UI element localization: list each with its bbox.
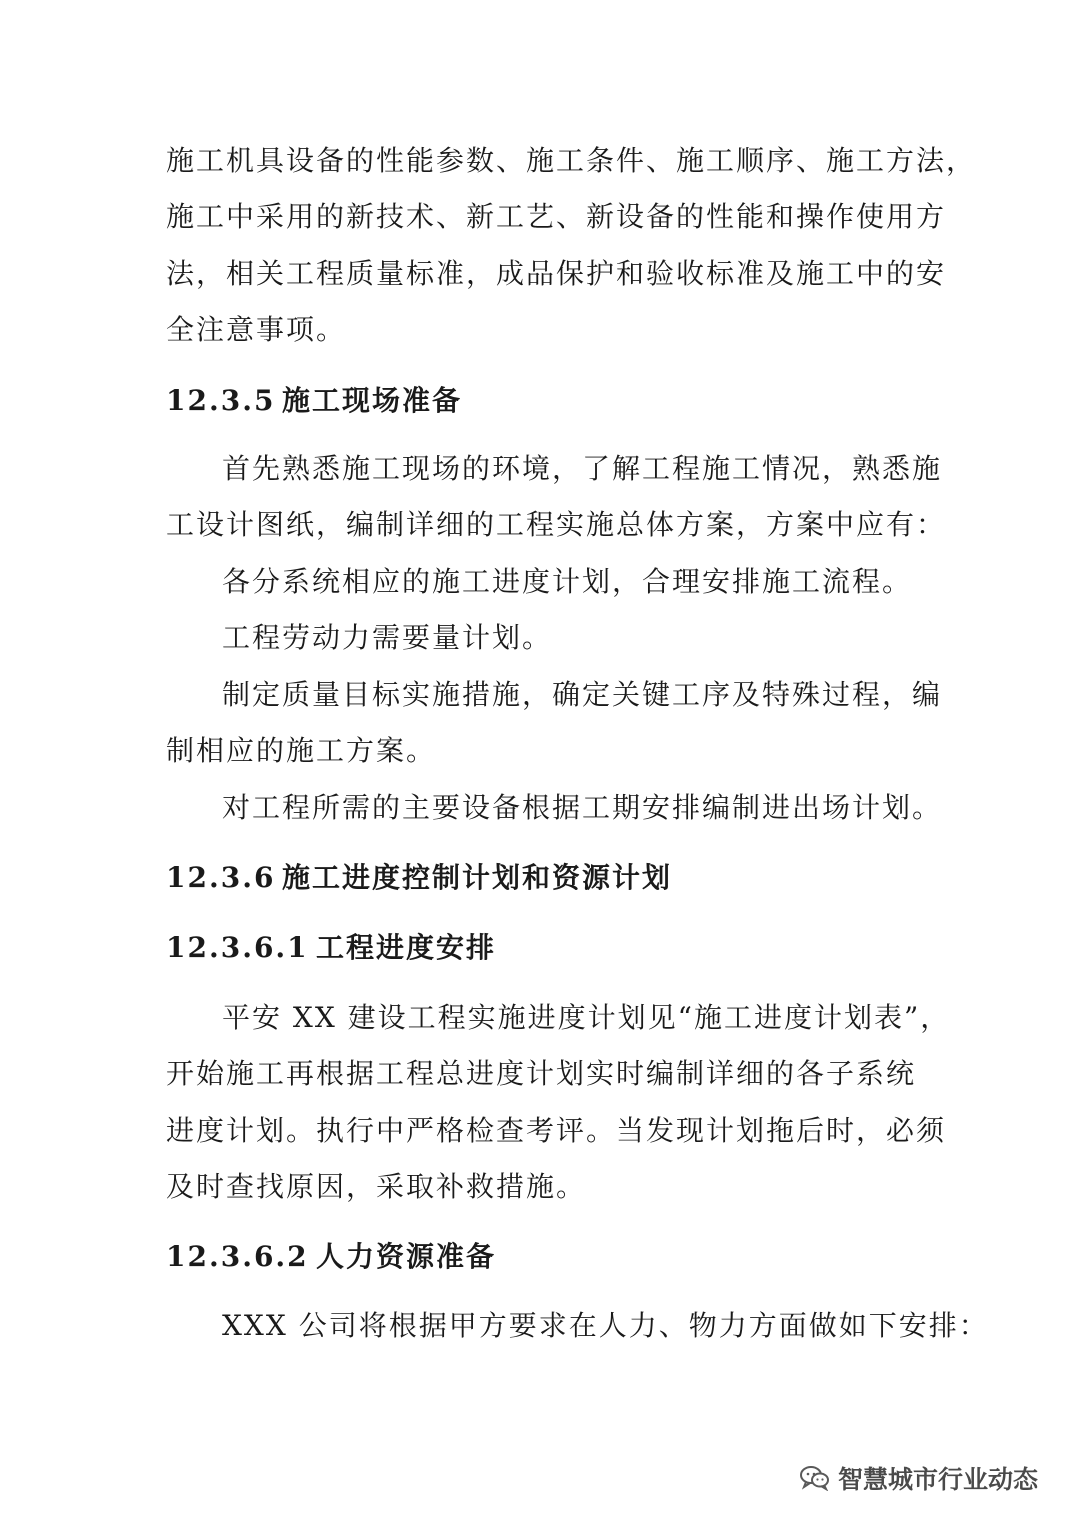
paragraph-line: 施工中采用的新技术、新工艺、新设备的性能和操作使用方 <box>166 200 947 233</box>
paragraph-line: 及时查找原因，采取补救措施。 <box>166 1170 587 1203</box>
list-item-continuation: 制相应的施工方案。 <box>166 734 437 767</box>
list-item: 制定质量目标实施措施，确定关键工序及特殊过程，编 <box>222 678 943 711</box>
section-title: 施工现场准备 <box>282 384 463 417</box>
paragraph-line: 首先熟悉施工现场的环境，了解工程施工情况，熟悉施 <box>222 452 943 485</box>
watermark-text: 智慧城市行业动态 <box>838 1465 1039 1494</box>
section-heading-12-3-6-2 <box>166 1237 496 1277</box>
section-title: 人力资源准备 <box>316 1240 497 1273</box>
section-number: 12.3.6 <box>166 861 276 894</box>
section-number: 12.3.5 <box>166 384 276 417</box>
paragraph-line: 法，相关工程质量标准，成品保护和验收标准及施工中的安 <box>166 257 947 290</box>
section-heading-12-3-6-1 <box>166 928 496 968</box>
paragraph-line: XXX 公司将根据甲方要求在人力、物力方面做如下安排： <box>222 1309 989 1342</box>
section-heading-12-3-6 <box>166 858 672 898</box>
paragraph-line: 开始施工再根据工程总进度计划实时编制详细的各子系统 <box>166 1057 917 1090</box>
list-item: 各分系统相应的施工进度计划，合理安排施工流程。 <box>222 565 913 598</box>
section-heading-12-3-5 <box>166 381 462 421</box>
section-title: 工程进度安排 <box>316 931 497 964</box>
section-title: 施工进度控制计划和资源计划 <box>282 861 673 894</box>
paragraph-line: 工设计图纸，编制详细的工程实施总体方案，方案中应有： <box>166 508 947 541</box>
paragraph-line: 全注意事项。 <box>166 313 347 346</box>
paragraph-line: 施工机具设备的性能参数、施工条件、施工顺序、施工方法， <box>166 144 977 177</box>
section-number: 12.3.6.2 <box>166 1240 309 1273</box>
wechat-icon <box>800 1465 830 1491</box>
list-item: 工程劳动力需要量计划。 <box>222 621 553 654</box>
section-number: 12.3.6.1 <box>166 931 309 964</box>
paragraph-line: 进度计划。执行中严格检查考评。当发现计划拖后时，必须 <box>166 1114 947 1147</box>
paragraph-line: 平安 XX 建设工程实施进度计划见“施工进度计划表”， <box>222 1001 951 1034</box>
watermark <box>800 1458 1038 1498</box>
list-item: 对工程所需的主要设备根据工期安排编制进出场计划。 <box>222 791 943 824</box>
